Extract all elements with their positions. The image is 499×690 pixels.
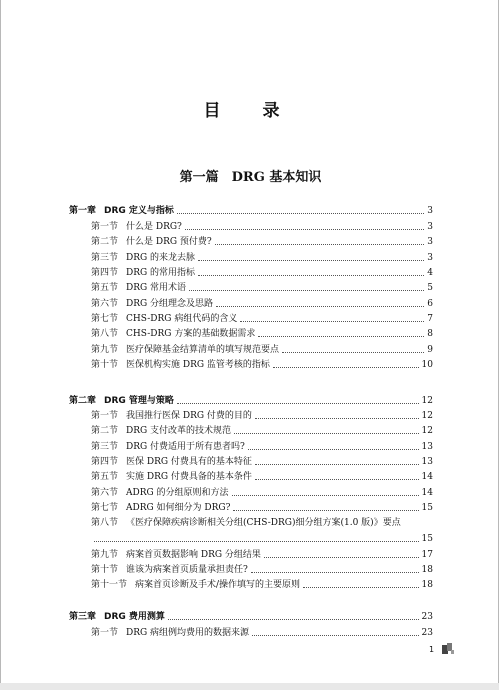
toc-chapter-1-title: DRG 定义与指标 [104,206,174,216]
toc-section-1-1[interactable] [91,220,433,234]
toc-chapter-2-number: 第二章 [69,396,97,406]
leader-dots [258,335,424,337]
toc-section-1-8-title: CHS-DRG 方案的基础数据需求 [126,329,256,339]
toc-section-2-10-page: 18 [421,565,433,575]
toc-section-1-7[interactable] [91,312,433,326]
toc-section-2-3[interactable] [91,440,433,454]
toc-section-2-7-number: 第七节 [91,503,119,513]
leader-dots [234,432,418,434]
toc-section-2-11[interactable] [91,578,433,592]
bottom-strip [0,683,499,690]
toc-section-1-9-number: 第九节 [91,345,119,355]
leader-dots [273,366,419,368]
toc-section-1-9-title: 医疗保障基金结算清单的填写规范要点 [126,345,280,355]
toc-section-2-7-title: ADRG 如何细分为 DRG? [126,503,231,513]
toc-section-1-10-page: 10 [421,360,433,370]
toc-chapter-3-page: 23 [421,612,433,622]
toc-section-1-9[interactable] [91,343,433,357]
toc-section-1-1-title: 什么是 DRG? [126,222,182,232]
toc-section-1-8-page: 8 [427,329,433,339]
toc-section-2-5-title: 实施 DRG 付费具备的基本条件 [126,472,252,482]
toc-section-2-5-page: 14 [421,472,433,482]
leader-dots [252,634,418,636]
toc-section-1-5-page: 5 [427,283,433,293]
leader-dots [251,571,419,573]
leader-dots [198,274,424,276]
toc-section-2-8-continued[interactable] [91,532,433,546]
toc-section-1-2-number: 第二节 [91,237,119,247]
leader-dots [233,509,418,511]
leader-dots [189,289,424,291]
toc-section-1-10[interactable] [91,358,433,372]
toc-section-2-6-title: ADRG 的分组原则和方法 [126,488,229,498]
toc-section-1-9-page: 9 [427,345,433,355]
leader-dots [198,259,424,261]
toc-chapter-2[interactable] [69,394,433,408]
toc-section-1-4[interactable] [91,266,433,280]
toc-section-2-10-title: 谁该为病案首页质量承担责任? [126,565,248,575]
toc-section-2-1-title: 我国推行医保 DRG 付费的目的 [126,411,252,421]
leader-dots [177,402,419,404]
toc-section-2-1[interactable] [91,409,433,423]
toc-section-2-1-number: 第一节 [91,411,119,421]
toc-section-1-2[interactable] [91,235,433,249]
leader-dots [303,586,418,588]
toc-section-1-5-title: DRG 常用术语 [126,283,187,293]
toc-section-3-1-number: 第一节 [91,628,119,638]
toc-section-1-1-number: 第一节 [91,222,119,232]
leader-dots [240,320,424,322]
toc-section-1-3-title: DRG 的来龙去脉 [126,253,196,263]
toc-chapter-2-title: DRG 管理与策略 [104,396,174,406]
toc-section-2-2-number: 第二节 [91,426,119,436]
leader-dots [248,448,419,450]
page-thumbnail-icon[interactable] [441,641,455,655]
toc-section-2-8[interactable] [91,516,433,530]
toc-chapter-3-title: DRG 费用测算 [104,612,165,622]
toc-section-2-4-title: 医保 DRG 付费具有的基本特征 [126,457,252,467]
toc-section-2-4-number: 第四节 [91,457,119,467]
toc-section-1-3-page: 3 [427,253,433,263]
toc-section-3-1[interactable] [91,626,433,640]
toc-title: 目 录 [203,101,298,121]
leader-dots [255,463,419,465]
toc-section-1-5-number: 第五节 [91,283,119,293]
toc-section-2-7[interactable] [91,501,433,515]
leader-dots [255,478,419,480]
toc-section-2-5-number: 第五节 [91,472,119,482]
leader-dots [216,305,424,307]
page-number: 1 [429,645,435,654]
toc-section-2-10[interactable] [91,563,433,577]
toc-section-1-5[interactable] [91,281,433,295]
toc-section-1-2-title: 什么是 DRG 预付费? [126,237,212,247]
toc-section-2-11-number: 第十一节 [91,580,128,590]
toc-section-2-8-number: 第八节 [91,518,119,528]
toc-section-2-9-title: 病案首页数据影响 DRG 分组结果 [126,550,261,560]
leader-dots [185,228,424,230]
toc-section-2-8-title: 《医疗保障疾病诊断相关分组(CHS-DRG)细分组方案(1.0 版)》要点 [126,518,401,528]
toc-section-2-7-page: 15 [421,503,433,513]
toc-section-2-6-page: 14 [421,488,433,498]
toc-section-2-3-title: DRG 付费适用于所有患者吗? [126,442,245,452]
toc-section-2-9-number: 第九节 [91,550,119,560]
toc-chapter-1-number: 第一章 [69,206,97,216]
toc-section-2-2-title: DRG 支付改革的技术规范 [126,426,232,436]
toc-section-1-7-page: 7 [427,314,433,324]
leader-dots [177,212,424,214]
toc-chapter-1-page: 3 [427,206,433,216]
part-title: 第一篇 DRG 基本知识 [179,170,322,185]
toc-section-2-8-page: 15 [421,534,433,544]
leader-dots [255,417,419,419]
toc-section-1-10-number: 第十节 [91,360,119,370]
leader-dots [282,351,424,353]
toc-section-2-11-title: 病案首页诊断及手术/操作填写的主要原则 [135,580,301,590]
toc-section-2-10-number: 第十节 [91,565,119,575]
leader-dots [94,540,419,542]
toc-section-3-1-title: DRG 病组例均费用的数据来源 [126,628,250,638]
toc-section-1-6-number: 第六节 [91,299,119,309]
toc-section-1-3-number: 第三节 [91,253,119,263]
toc-section-2-9-page: 17 [421,550,433,560]
toc-section-2-6[interactable] [91,486,433,500]
toc-section-1-4-title: DRG 的常用指标 [126,268,196,278]
toc-chapter-1[interactable] [69,204,433,218]
toc-section-1-3[interactable] [91,251,433,265]
toc-section-1-7-number: 第七节 [91,314,119,324]
toc-section-1-4-number: 第四节 [91,268,119,278]
leader-dots [264,556,419,558]
toc-section-1-2-page: 3 [427,237,433,247]
toc-section-2-1-page: 12 [421,411,433,421]
toc-section-1-4-page: 4 [427,268,433,278]
toc-chapter-3-number: 第三章 [69,612,97,622]
toc-section-2-9[interactable] [91,548,433,562]
toc-section-3-1-page: 23 [421,628,433,638]
toc-section-1-6[interactable] [91,297,433,311]
toc-section-2-4[interactable] [91,455,433,469]
leader-dots [215,243,425,245]
toc-section-1-8[interactable] [91,327,433,341]
toc-section-1-1-page: 3 [427,222,433,232]
toc-section-2-2[interactable] [91,424,433,438]
leader-dots [232,494,419,496]
toc-section-1-7-title: CHS-DRG 病组代码的含义 [126,314,238,324]
toc-section-1-10-title: 医保机构实施 DRG 监管考核的指标 [126,360,270,370]
toc-section-1-6-title: DRG 分组理念及思路 [126,299,214,309]
toc-section-2-6-number: 第六节 [91,488,119,498]
toc-section-1-8-number: 第八节 [91,329,119,339]
toc-section-2-3-number: 第三节 [91,442,119,452]
toc-section-2-3-page: 13 [421,442,433,452]
toc-section-2-11-page: 18 [421,580,433,590]
toc-section-1-6-page: 6 [427,299,433,309]
toc-chapter-3[interactable] [69,610,433,624]
toc-chapter-2-page: 12 [421,396,433,406]
toc-section-2-5[interactable] [91,470,433,484]
toc-section-2-4-page: 13 [421,457,433,467]
toc-section-2-2-page: 12 [421,426,433,436]
leader-dots [168,618,419,620]
